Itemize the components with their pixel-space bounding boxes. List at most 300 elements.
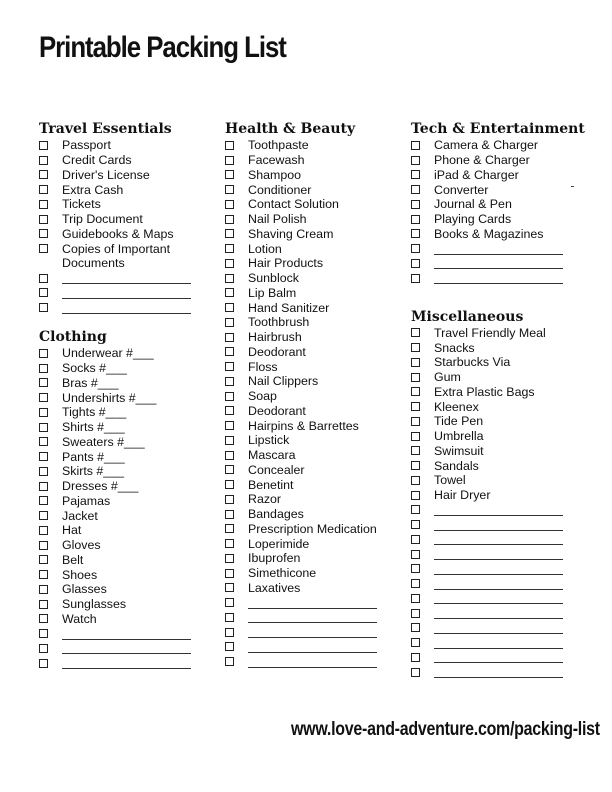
checkbox[interactable]	[39, 541, 48, 550]
checkbox[interactable]	[411, 653, 420, 662]
checkbox[interactable]	[39, 185, 48, 194]
item-label: Tickets	[62, 197, 101, 212]
checkbox[interactable]	[225, 451, 234, 460]
blank-item	[225, 595, 405, 610]
checkbox[interactable]	[39, 349, 48, 358]
item-label: Pajamas	[62, 493, 111, 508]
list-item	[225, 522, 405, 537]
list-item	[411, 488, 591, 503]
checkbox[interactable]	[39, 303, 48, 312]
list-item	[39, 567, 219, 582]
checkbox[interactable]	[225, 170, 234, 179]
checkbox[interactable]	[411, 432, 420, 441]
item-label: Facewash	[248, 153, 305, 168]
list-item	[39, 361, 219, 376]
item-label: Driver's License	[62, 167, 150, 182]
item-label: Bandages	[248, 507, 304, 522]
checkbox[interactable]	[225, 406, 234, 415]
list-item	[411, 370, 591, 385]
item-label: Razor	[248, 492, 282, 507]
list-item	[39, 523, 219, 538]
item-label: Concealer	[248, 462, 305, 477]
list-item	[225, 463, 405, 478]
blank-item	[39, 300, 219, 315]
checkbox[interactable]	[411, 170, 420, 179]
list-item	[411, 355, 591, 370]
write-in-line[interactable]	[434, 558, 563, 560]
blank-item	[225, 625, 405, 640]
checkbox[interactable]	[225, 539, 234, 548]
write-in-line[interactable]	[434, 676, 563, 678]
checkbox[interactable]	[39, 408, 48, 417]
list-item	[225, 271, 405, 286]
checkbox[interactable]	[411, 564, 420, 573]
list-item	[411, 227, 591, 242]
checkbox[interactable]	[411, 668, 420, 677]
item-label: Glasses	[62, 582, 107, 597]
list-item	[225, 153, 405, 168]
list-item	[39, 538, 219, 553]
column-1	[39, 120, 219, 671]
tech-entertainment-list	[411, 138, 591, 241]
checkbox[interactable]	[225, 215, 234, 224]
blank-item	[411, 241, 591, 256]
blank-lines	[411, 503, 591, 680]
item-label: Skirts #___	[62, 464, 124, 479]
checkbox[interactable]	[39, 482, 48, 491]
list-item	[225, 536, 405, 551]
checkbox[interactable]	[225, 333, 234, 342]
footer-url: www.love-and-adventure.com/packing-list	[291, 719, 600, 740]
stray-mark	[571, 186, 574, 187]
item-label: Hat	[62, 523, 82, 538]
checkbox[interactable]	[411, 387, 420, 396]
write-in-line[interactable]	[248, 607, 377, 609]
list-item	[225, 241, 405, 256]
list-item	[225, 168, 405, 183]
write-in-line[interactable]	[248, 651, 377, 653]
checkbox[interactable]	[39, 629, 48, 638]
checkbox[interactable]	[225, 244, 234, 253]
column-3	[411, 120, 591, 680]
checkbox[interactable]	[411, 491, 420, 500]
write-in-line[interactable]	[434, 617, 563, 619]
item-label: Deodorant	[248, 344, 306, 359]
item-label: Shaving Cream	[248, 226, 334, 241]
list-item	[225, 138, 405, 153]
write-in-line[interactable]	[434, 529, 563, 531]
checkbox[interactable]	[39, 644, 48, 653]
list-item	[411, 182, 591, 197]
checkbox[interactable]	[411, 200, 420, 209]
item-label: Umbrella	[434, 429, 484, 444]
blank-item	[39, 286, 219, 301]
checkbox[interactable]	[225, 156, 234, 165]
checkbox[interactable]	[39, 229, 48, 238]
checkbox[interactable]	[411, 156, 420, 165]
section-heading-travel-essentials: Travel Essentials	[39, 121, 172, 137]
item-label: Extra Cash	[62, 182, 124, 197]
checkbox[interactable]	[225, 421, 234, 430]
list-item	[411, 340, 591, 355]
checkbox[interactable]	[225, 480, 234, 489]
list-item	[39, 464, 219, 479]
write-in-line[interactable]	[248, 636, 377, 638]
write-in-line[interactable]	[62, 282, 191, 284]
list-item	[411, 138, 591, 153]
list-item	[39, 479, 219, 494]
checkbox[interactable]	[39, 200, 48, 209]
checkbox[interactable]	[39, 659, 48, 668]
item-label: Simethicone	[248, 566, 317, 581]
blank-item	[411, 517, 591, 532]
write-in-line[interactable]	[434, 632, 563, 634]
list-item	[39, 227, 219, 242]
list-item	[225, 551, 405, 566]
checkbox[interactable]	[39, 393, 48, 402]
item-label: Socks #___	[62, 361, 127, 376]
item-label: Shampoo	[248, 167, 302, 182]
checkbox[interactable]	[225, 598, 234, 607]
blank-item	[411, 606, 591, 621]
write-in-line[interactable]	[434, 588, 563, 590]
checkbox[interactable]	[225, 185, 234, 194]
blank-item	[411, 532, 591, 547]
checkbox[interactable]	[225, 229, 234, 238]
list-item	[39, 420, 219, 435]
blank-lines	[411, 241, 591, 285]
checkbox[interactable]	[39, 423, 48, 432]
list-item	[225, 300, 405, 315]
checkbox[interactable]	[411, 461, 420, 470]
write-in-line[interactable]	[434, 282, 563, 284]
write-in-line[interactable]	[248, 666, 377, 668]
checkbox[interactable]	[39, 437, 48, 446]
checkbox[interactable]	[225, 362, 234, 371]
blank-lines	[39, 626, 219, 670]
list-item	[411, 458, 591, 473]
list-item	[225, 227, 405, 242]
checkbox[interactable]	[225, 377, 234, 386]
list-item-continuation	[39, 256, 219, 271]
list-item	[39, 612, 219, 627]
list-item	[411, 444, 591, 459]
item-label: Sunglasses	[62, 597, 127, 612]
checkbox[interactable]	[225, 436, 234, 445]
checkbox[interactable]	[225, 259, 234, 268]
checkbox[interactable]	[39, 585, 48, 594]
item-label: Gum	[434, 370, 461, 385]
checkbox[interactable]	[411, 328, 420, 337]
item-label: Camera & Charger	[434, 138, 538, 153]
item-label: Watch	[62, 611, 97, 626]
checkbox[interactable]	[39, 141, 48, 150]
item-label: Prescription Medication	[248, 521, 377, 536]
checkbox[interactable]	[39, 614, 48, 623]
item-label: Trip Document	[62, 212, 143, 227]
item-label: Nail Polish	[248, 212, 307, 227]
list-item	[225, 477, 405, 492]
blank-item	[411, 621, 591, 636]
item-label: Sweaters #___	[62, 434, 145, 449]
list-item	[39, 212, 219, 227]
item-label: Laxatives	[248, 580, 301, 595]
item-label: Kleenex	[434, 399, 479, 414]
checkbox[interactable]	[225, 524, 234, 533]
write-in-line[interactable]	[62, 652, 191, 654]
item-label: Books & Magazines	[434, 226, 544, 241]
item-label: Starbucks Via	[434, 355, 511, 370]
write-in-line[interactable]	[434, 602, 563, 604]
blank-item	[411, 591, 591, 606]
list-item	[225, 374, 405, 389]
item-label: Mascara	[248, 448, 296, 463]
write-in-line[interactable]	[434, 514, 563, 516]
item-label: Hand Sanitizer	[248, 300, 330, 315]
item-label: Converter	[434, 182, 489, 197]
blank-item	[411, 547, 591, 562]
item-label: Contact Solution	[248, 197, 339, 212]
checkbox[interactable]	[39, 467, 48, 476]
checkbox[interactable]	[39, 215, 48, 224]
item-label: Credit Cards	[62, 153, 132, 168]
write-in-line[interactable]	[62, 312, 191, 314]
list-item	[411, 473, 591, 488]
item-label: Conditioner	[248, 182, 312, 197]
column-2	[225, 120, 405, 669]
list-item	[39, 182, 219, 197]
blank-item	[411, 503, 591, 518]
list-item	[411, 429, 591, 444]
checkbox[interactable]	[411, 579, 420, 588]
write-in-line[interactable]	[434, 543, 563, 545]
item-label: Hairpins & Barrettes	[248, 418, 359, 433]
clothing-list	[39, 346, 219, 626]
checkbox[interactable]	[411, 417, 420, 426]
list-item	[225, 182, 405, 197]
list-item	[411, 385, 591, 400]
item-label: Lip Balm	[248, 285, 297, 300]
blank-item	[411, 562, 591, 577]
item-label: Sandals	[434, 458, 479, 473]
checkbox[interactable]	[411, 623, 420, 632]
list-item	[225, 330, 405, 345]
write-in-line[interactable]	[434, 647, 563, 649]
list-item	[225, 345, 405, 360]
item-label: Hair Products	[248, 256, 324, 271]
checkbox[interactable]	[225, 288, 234, 297]
checkbox[interactable]	[225, 141, 234, 150]
item-label: Dresses #___	[62, 479, 139, 494]
blank-item	[411, 665, 591, 680]
checkbox[interactable]	[225, 642, 234, 651]
checkbox[interactable]	[411, 594, 420, 603]
item-label: Benetint	[248, 477, 294, 492]
item-label: Phone & Charger	[434, 153, 530, 168]
miscellaneous-list	[411, 326, 591, 503]
checkbox[interactable]	[39, 170, 48, 179]
item-label: Guidebooks & Maps	[62, 226, 174, 241]
blank-item	[411, 271, 591, 286]
list-item	[39, 138, 219, 153]
checkbox[interactable]	[411, 244, 420, 253]
item-label: Deodorant	[248, 403, 306, 418]
blank-item	[39, 271, 219, 286]
item-label: Extra Plastic Bags	[434, 384, 535, 399]
list-item	[225, 212, 405, 227]
checkbox[interactable]	[411, 141, 420, 150]
section-heading-health-beauty: Health & Beauty	[225, 121, 356, 137]
checkbox[interactable]	[411, 358, 420, 367]
write-in-line[interactable]	[434, 573, 563, 575]
list-item	[39, 508, 219, 523]
checkbox[interactable]	[39, 496, 48, 505]
checkbox[interactable]	[411, 229, 420, 238]
checkbox[interactable]	[411, 274, 420, 283]
page-title: Printable Packing List	[39, 31, 286, 64]
checkbox[interactable]	[225, 392, 234, 401]
travel-essentials-list	[39, 138, 219, 256]
write-in-line[interactable]	[248, 621, 377, 623]
checkbox[interactable]	[39, 555, 48, 564]
list-item	[225, 433, 405, 448]
checkbox[interactable]	[39, 526, 48, 535]
item-label: Tide Pen	[434, 414, 484, 429]
item-label: Sunblock	[248, 271, 299, 286]
checkbox[interactable]	[225, 495, 234, 504]
checkbox[interactable]	[411, 215, 420, 224]
write-in-line[interactable]	[62, 638, 191, 640]
checkbox[interactable]	[411, 476, 420, 485]
checkbox[interactable]	[225, 318, 234, 327]
list-item	[411, 399, 591, 414]
blank-lines	[225, 595, 405, 669]
checkbox[interactable]	[411, 638, 420, 647]
blank-item	[39, 656, 219, 671]
list-item	[39, 153, 219, 168]
checkbox[interactable]	[411, 550, 420, 559]
list-item	[225, 404, 405, 419]
checkbox[interactable]	[225, 583, 234, 592]
list-item	[411, 414, 591, 429]
checkbox[interactable]	[39, 452, 48, 461]
list-item	[225, 507, 405, 522]
checkbox[interactable]	[39, 156, 48, 165]
checkbox[interactable]	[225, 569, 234, 578]
checkbox[interactable]	[411, 373, 420, 382]
blank-item	[225, 640, 405, 655]
checkbox[interactable]	[225, 303, 234, 312]
write-in-line[interactable]	[434, 253, 563, 255]
item-label: Snacks	[434, 340, 475, 355]
checkbox[interactable]	[39, 600, 48, 609]
list-item	[411, 168, 591, 183]
item-label: Lipstick	[248, 433, 290, 448]
checkbox[interactable]	[39, 378, 48, 387]
item-label: Ibuprofen	[248, 551, 301, 566]
section-heading-clothing: Clothing	[39, 329, 107, 345]
checkbox[interactable]	[39, 364, 48, 373]
checkbox[interactable]	[411, 535, 420, 544]
checkbox[interactable]	[411, 609, 420, 618]
list-item	[411, 197, 591, 212]
list-item	[225, 581, 405, 596]
item-label: Copies of Important	[62, 241, 171, 256]
checkbox[interactable]	[39, 274, 48, 283]
checkbox[interactable]	[225, 200, 234, 209]
checkbox[interactable]	[225, 628, 234, 637]
item-label: Loperimide	[248, 536, 310, 551]
item-label: Hair Dryer	[434, 488, 491, 503]
list-item	[225, 448, 405, 463]
list-item	[39, 390, 219, 405]
item-label: Shirts #___	[62, 420, 125, 435]
write-in-line[interactable]	[62, 667, 191, 669]
item-label: Toothbrush	[248, 315, 310, 330]
blank-item	[39, 626, 219, 641]
item-label: Pants #___	[62, 449, 125, 464]
checkbox[interactable]	[225, 657, 234, 666]
item-label: Journal & Pen	[434, 197, 512, 212]
checkbox[interactable]	[411, 259, 420, 268]
section-heading-tech-entertainment: Tech & Entertainment	[411, 121, 585, 137]
checkbox[interactable]	[39, 244, 48, 253]
item-label: iPad & Charger	[434, 167, 519, 182]
checkbox[interactable]	[225, 347, 234, 356]
item-label: Soap	[248, 389, 277, 404]
item-label: Documents	[62, 256, 125, 271]
list-item	[225, 566, 405, 581]
checkbox[interactable]	[39, 288, 48, 297]
checkbox[interactable]	[225, 613, 234, 622]
item-label: Jacket	[62, 508, 98, 523]
write-in-line[interactable]	[434, 661, 563, 663]
item-label: Gloves	[62, 538, 101, 553]
checkbox[interactable]	[225, 274, 234, 283]
list-item	[39, 553, 219, 568]
checkbox[interactable]	[225, 465, 234, 474]
checkbox[interactable]	[39, 511, 48, 520]
checkbox[interactable]	[411, 185, 420, 194]
list-item	[225, 492, 405, 507]
checkbox[interactable]	[411, 520, 420, 529]
item-label: Floss	[248, 359, 278, 374]
list-item	[39, 597, 219, 612]
list-item	[225, 286, 405, 301]
list-item	[225, 256, 405, 271]
list-item	[39, 494, 219, 509]
item-label: Belt	[62, 552, 84, 567]
write-in-line[interactable]	[62, 297, 191, 299]
blank-item	[411, 256, 591, 271]
checkbox[interactable]	[411, 446, 420, 455]
checkbox[interactable]	[411, 343, 420, 352]
list-item	[411, 212, 591, 227]
blank-item	[225, 610, 405, 625]
checkbox[interactable]	[39, 570, 48, 579]
item-label: Toothpaste	[248, 138, 309, 153]
checkbox[interactable]	[411, 402, 420, 411]
list-item	[39, 582, 219, 597]
checkbox[interactable]	[411, 505, 420, 514]
item-label: Passport	[62, 138, 111, 153]
item-label: Playing Cards	[434, 212, 512, 227]
write-in-line[interactable]	[434, 267, 563, 269]
list-item	[225, 315, 405, 330]
checkbox[interactable]	[225, 554, 234, 563]
list-item	[39, 241, 219, 256]
checkbox[interactable]	[225, 510, 234, 519]
